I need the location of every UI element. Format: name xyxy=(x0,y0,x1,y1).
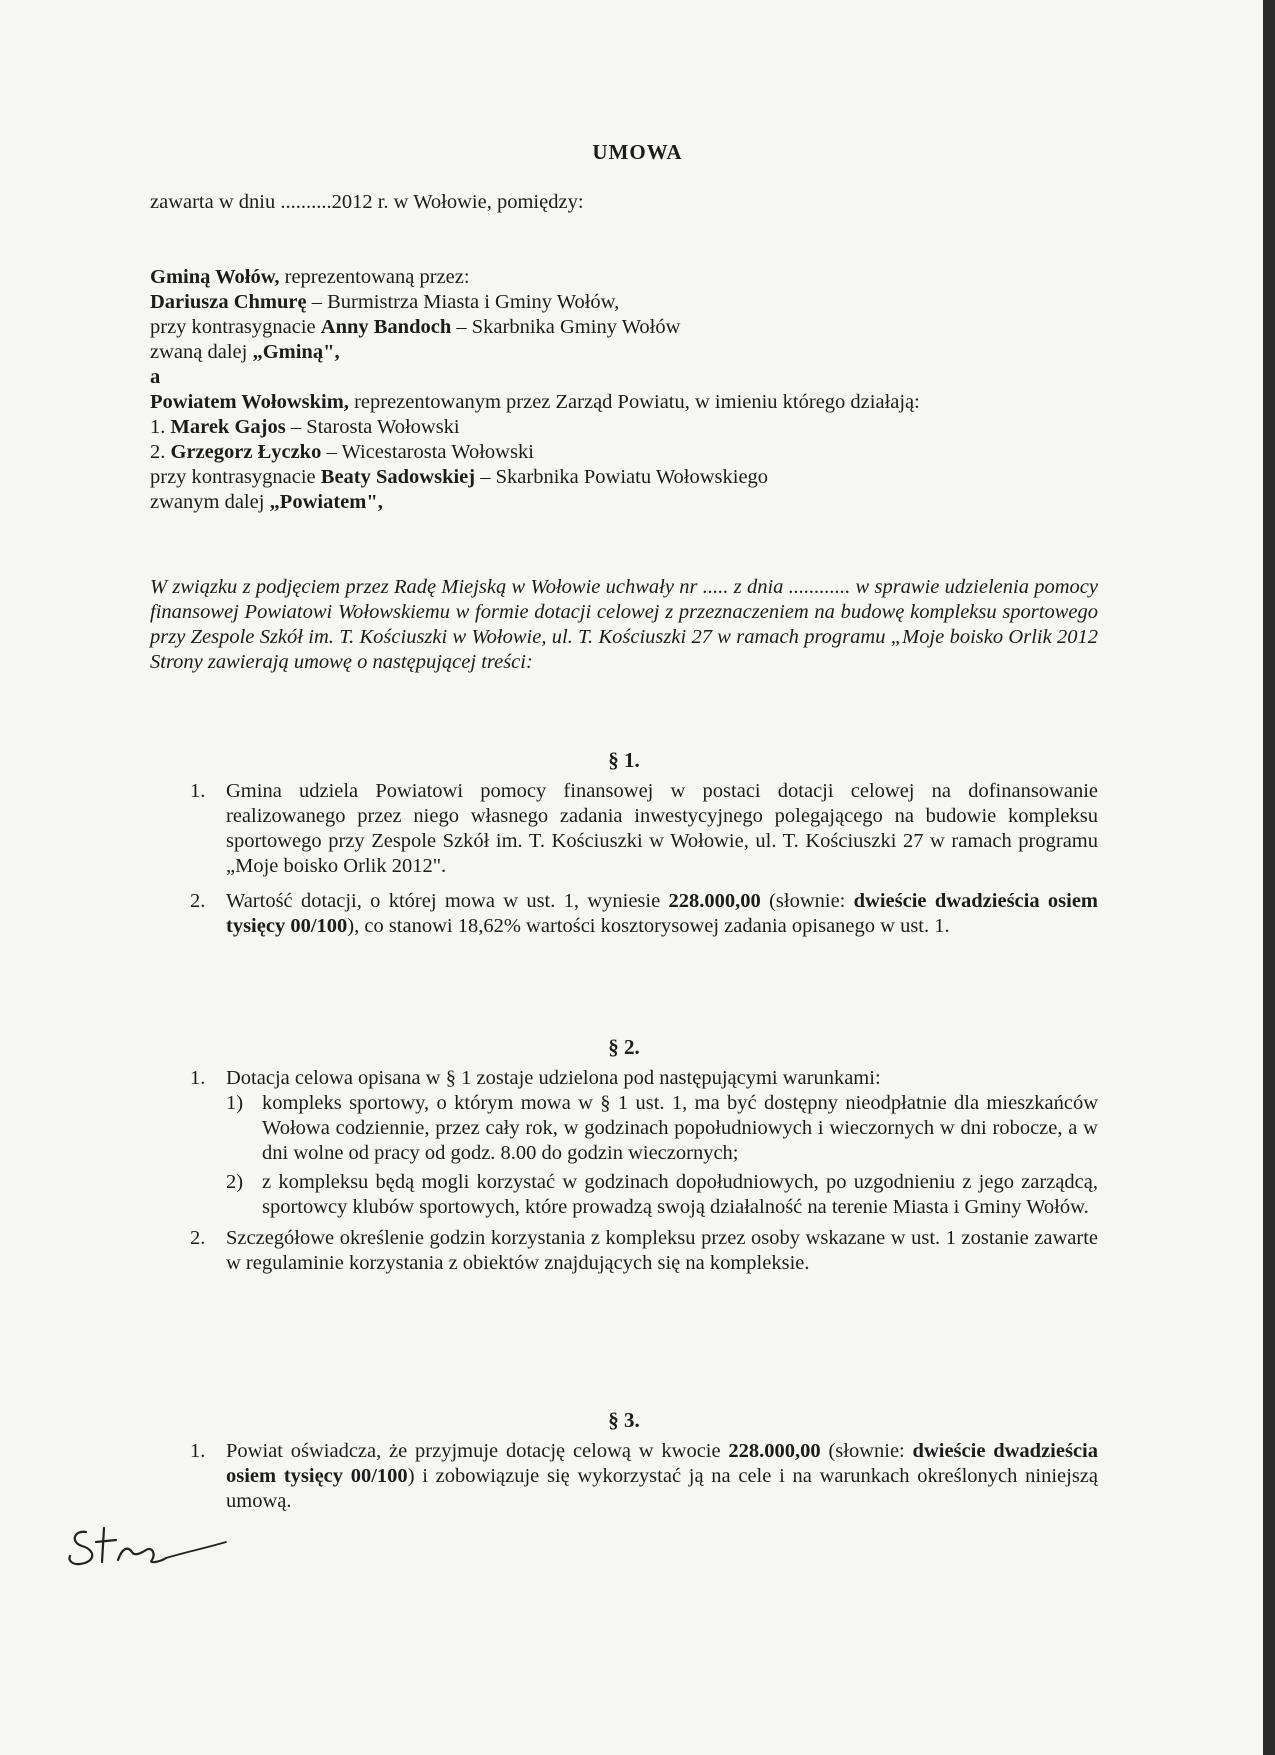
conjunction: a xyxy=(150,366,161,388)
section-2-condition-1: 1) kompleks sportowy, o którym mowa w § 1 ust. 1, ma być dostępny nieodpłatnie dla mieszkańców Wołowa codziennie, przez cały rok, w godzinach popołudniowych i wieczornych w dni robocze, a w dni wolne od pracy od godz. 8.00 do godzin wieczornych; xyxy=(226,1092,1098,1164)
parties-block xyxy=(150,265,1098,515)
section-2 xyxy=(150,1035,1098,1276)
party2-alias-line: zwanym dalej „Powiatem", xyxy=(150,491,383,513)
handwritten-signature-icon xyxy=(66,1518,236,1578)
section-3 xyxy=(150,1408,1098,1514)
section-1-heading: § 1. xyxy=(608,748,640,772)
party2-countersign-line: przy kontrasygnacie Beaty Sadowskiej – Skarbnika Powiatu Wołowskiego xyxy=(150,466,769,488)
party1-countersign-line: przy kontrasygnacie Anny Bandoch – Skarbnika Gminy Wołów xyxy=(150,316,681,338)
section-1 xyxy=(150,748,1098,939)
preamble: W związku z podjęciem przez Radę Miejską w Wołowie uchwały nr ..... z dnia ............ w sprawie udzielenia pomocy finansowej Powiatowi Wołowskiemu w formie dotacji celowej z przeznaczeniem na budowę kompleksu sportowego przy Zespole Szkół im. T. Kościuszki w Wołowie, ul. T. Kościuszki 27 w ramach programu „Moje boisko Orlik 2012 Strony zawierają umowę o następującej treści: xyxy=(150,576,1098,673)
section-1-paragraph-1: 1. Gmina udziela Powiatowi pomocy finansowej w postaci dotacji celowej na dofinansowanie realizowanego przez niego własnego zadania inwestycyjnego polegającego na budowie kompleksu sportowego przy Zespole Szkół im. T. Kościuszki w Wołowie, ul. T. Kościuszki 27 w ramach programu „Moje boisko Orlik 2012". xyxy=(190,780,1098,877)
scan-edge xyxy=(1263,0,1275,1755)
party2-line: Powiatem Wołowskim, reprezentowanym przez Zarząd Powiatu, w imieniu którego działają: xyxy=(150,391,920,413)
section-3-heading: § 3. xyxy=(608,1408,640,1432)
party1-line: Gminą Wołów, reprezentowaną przez: xyxy=(150,266,470,288)
section-3-paragraph-1: 1. Powiat oświadcza, że przyjmuje dotację celową w kwocie 228.000,00 (słownie: dwieście dwadzieścia osiem tysięcy 00/100) i zobowiązuje się wykorzystać ją na cele i na warunkach określonych niniejszą umową. xyxy=(190,1440,1098,1512)
party1-alias-line: zwaną dalej „Gminą", xyxy=(150,341,340,363)
section-2-paragraph-2: 2. Szczegółowe określenie godzin korzystania z kompleksu przez osoby wskazane w ust. 1 zostanie zawarte w regulaminie korzystania z obiektów znajdujących się na kompleksie. xyxy=(190,1227,1098,1274)
party2-rep2-line: 2. Grzegorz Łyczko – Wicestarosta Wołowski xyxy=(150,441,534,463)
section-2-condition-2: 2) z kompleksu będą mogli korzystać w godzinach dopołudniowych, po uzgodnieniu z jego zarządcą, sportowcy klubów sportowych, które prowadzą swoją działalność na terenie Miasta i Gminy Wołów. xyxy=(226,1171,1098,1218)
section-2-heading: § 2. xyxy=(608,1035,640,1059)
intro-line: zawarta w dniu ..........2012 r. w Wołowie, pomiędzy: xyxy=(150,191,584,213)
section-1-paragraph-2: 2. Wartość dotacji, o której mowa w ust. 1, wyniesie 228.000,00 (słownie: dwieście dwadzieścia osiem tysięcy 00/100), co stanowi 18,62% wartości kosztorysowej zadania opisanego w ust. 1. xyxy=(190,890,1098,937)
party1-rep-line: Dariusza Chmurę – Burmistrza Miasta i Gminy Wołów, xyxy=(150,291,620,313)
document-title: UMOWA xyxy=(592,140,683,164)
section-2-paragraph-1: 1. Dotacja celowa opisana w § 1 zostaje udzielona pod następującymi warunkami: 1) kompleks sportowy, o którym mowa w § 1 ust. 1, ma być dostępny nieodpłatnie dla mieszkańców Wołowa codziennie, przez cały rok, w godzinach popołudniowych i wieczornych w dni robocze, a w dni wolne od pracy od godz. 8.00 do godzin wieczornych; 2) z kompleksu będą mogli korzystać w godzinach dopołudniowych, po uzgodnieniu z jego zarządcą, sportowcy klubów sportowych, które prowadzą swoją działalność na terenie Miasta i Gminy Wołów. xyxy=(190,1067,1098,1218)
party2-rep1-line: 1. Marek Gajos – Starosta Wołowski xyxy=(150,416,460,438)
